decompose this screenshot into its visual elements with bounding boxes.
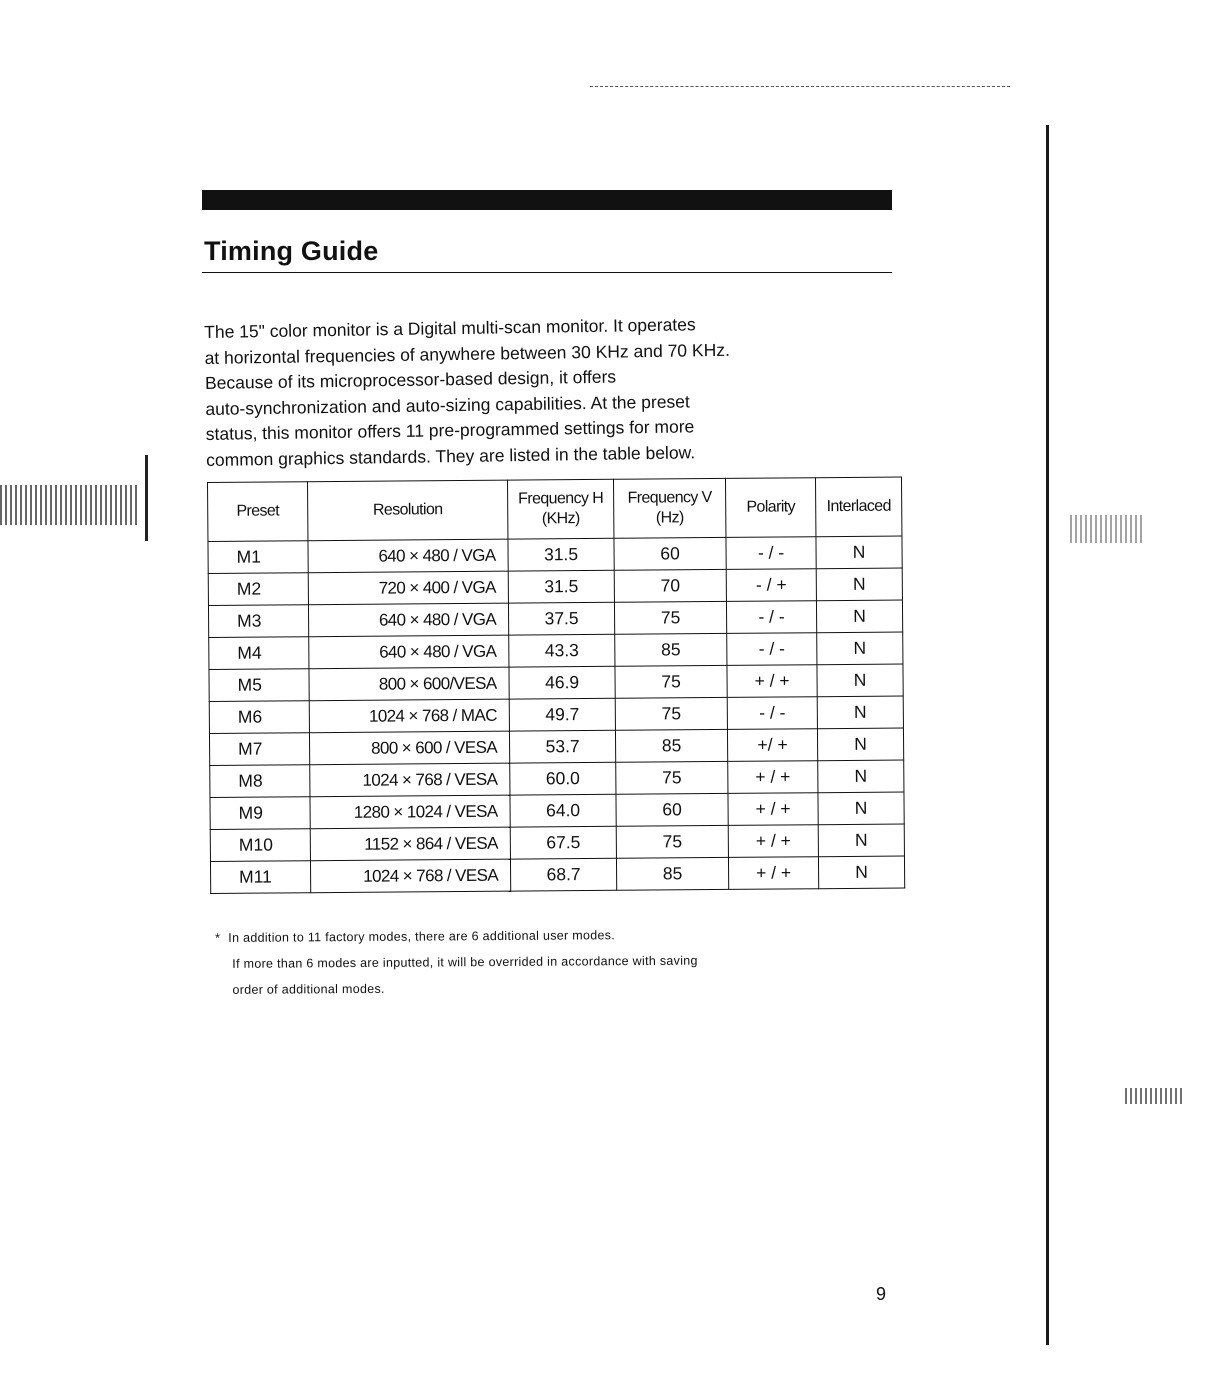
header-frequency-v-unit: (Hz) bbox=[655, 509, 684, 527]
cell-frequency-v: 85 bbox=[615, 633, 727, 666]
cell-interlaced: N bbox=[817, 632, 903, 665]
cell-polarity: - / + bbox=[726, 569, 816, 602]
cell-polarity: - / - bbox=[726, 601, 816, 634]
cell-polarity: - / - bbox=[726, 537, 816, 570]
cell-interlaced: N bbox=[817, 696, 903, 729]
cell-preset: M7 bbox=[209, 733, 309, 766]
cell-frequency-h: 64.0 bbox=[510, 794, 616, 827]
cell-resolution: 720 × 400 / VGA bbox=[308, 571, 508, 605]
page-title: Timing Guide bbox=[204, 236, 379, 266]
cell-frequency-h: 53.7 bbox=[509, 730, 615, 763]
intro-line: The 15" color monitor is a Digital multi-scan monitor. It operates bbox=[204, 314, 696, 342]
cell-interlaced: N bbox=[816, 536, 902, 569]
scan-artifact-dash bbox=[590, 86, 1010, 87]
footnote-line: order of additional modes. bbox=[232, 981, 385, 997]
intro-line: auto-synchronization and auto-sizing capabilities. At the preset bbox=[205, 390, 690, 419]
cell-preset: M5 bbox=[209, 669, 309, 702]
intro-line: status, this monitor offers 11 pre-programmed settings for more bbox=[205, 416, 695, 444]
header-resolution: Resolution bbox=[308, 480, 508, 541]
cell-frequency-h: 60.0 bbox=[510, 762, 616, 795]
cell-interlaced: N bbox=[816, 600, 902, 633]
cell-frequency-h: 31.5 bbox=[508, 538, 614, 571]
cell-frequency-v: 75 bbox=[615, 697, 727, 730]
cell-polarity: - / - bbox=[727, 697, 817, 730]
cell-resolution: 800 × 600/VESA bbox=[309, 667, 509, 701]
header-polarity: Polarity bbox=[725, 478, 815, 538]
cell-resolution: 640 × 480 / VGA bbox=[308, 539, 508, 573]
cell-frequency-v: 85 bbox=[616, 857, 728, 890]
cell-frequency-h: 31.5 bbox=[508, 570, 614, 603]
footnote-line: If more than 6 modes are inputted, it will be overrided in accordance with saving bbox=[232, 953, 698, 971]
cell-frequency-v: 75 bbox=[616, 825, 728, 858]
cell-frequency-h: 49.7 bbox=[509, 698, 615, 731]
scan-artifact-rule bbox=[1046, 125, 1049, 1345]
footnote-text: In addition to 11 factory modes, there are 6 additional user modes. bbox=[228, 928, 616, 945]
cell-frequency-v: 75 bbox=[616, 761, 728, 794]
cell-resolution: 1024 × 768 / MAC bbox=[309, 699, 509, 733]
intro-line: Because of its microprocessor-based design, it offers bbox=[204, 366, 617, 393]
cell-resolution: 1024 × 768 / VESA bbox=[310, 859, 510, 893]
cell-preset: M4 bbox=[209, 637, 309, 670]
cell-interlaced: N bbox=[818, 760, 904, 793]
scan-speckle-right bbox=[1070, 515, 1145, 543]
cell-frequency-h: 46.9 bbox=[509, 666, 615, 699]
cell-preset: M6 bbox=[209, 701, 309, 734]
cell-interlaced: N bbox=[816, 568, 902, 601]
timing-table bbox=[207, 477, 905, 894]
cell-resolution: 640 × 480 / VGA bbox=[309, 635, 509, 669]
footnote-asterisk: * bbox=[215, 930, 221, 945]
scan-speckle-left bbox=[0, 485, 140, 525]
cell-frequency-v: 70 bbox=[614, 569, 726, 602]
cell-preset: M1 bbox=[208, 541, 308, 574]
cell-frequency-h: 43.3 bbox=[509, 634, 615, 667]
cell-preset: M11 bbox=[210, 861, 310, 894]
section-header-bar bbox=[202, 190, 892, 210]
cell-frequency-v: 75 bbox=[614, 601, 726, 634]
cell-preset: M8 bbox=[210, 765, 310, 798]
header-frequency-h bbox=[507, 479, 613, 539]
cell-interlaced: N bbox=[818, 792, 904, 825]
footnote bbox=[215, 920, 866, 1003]
cell-frequency-v: 60 bbox=[616, 793, 728, 826]
header-frequency-h-unit: (KHz) bbox=[541, 510, 580, 528]
cell-frequency-v: 60 bbox=[614, 537, 726, 570]
cell-frequency-h: 68.7 bbox=[510, 858, 616, 891]
intro-paragraph bbox=[204, 310, 866, 473]
cell-polarity: - / - bbox=[727, 633, 817, 666]
scan-artifact-bar bbox=[145, 455, 148, 541]
cell-preset: M10 bbox=[210, 829, 310, 862]
cell-interlaced: N bbox=[818, 856, 904, 889]
title-divider bbox=[202, 272, 892, 273]
table-header-row bbox=[208, 477, 902, 541]
header-frequency-v-label: Frequency V bbox=[627, 489, 712, 507]
cell-resolution: 800 × 600 / VESA bbox=[309, 731, 509, 765]
cell-polarity: + / + bbox=[728, 793, 818, 826]
cell-frequency-h: 37.5 bbox=[508, 602, 614, 635]
cell-frequency-h: 67.5 bbox=[510, 826, 616, 859]
cell-interlaced: N bbox=[817, 664, 903, 697]
intro-line: at horizontal frequencies of anywhere between 30 KHz and 70 KHz. bbox=[204, 339, 731, 368]
cell-resolution: 1280 × 1024 / VESA bbox=[310, 795, 510, 829]
timing-table-wrap bbox=[207, 477, 905, 894]
intro-line: common graphics standards. They are listed in the table below. bbox=[206, 441, 696, 470]
cell-preset: M3 bbox=[208, 605, 308, 638]
header-frequency-v bbox=[613, 478, 725, 538]
cell-preset: M2 bbox=[208, 573, 308, 606]
cell-frequency-v: 85 bbox=[615, 729, 727, 762]
cell-polarity: + / + bbox=[728, 857, 818, 890]
cell-interlaced: N bbox=[818, 824, 904, 857]
cell-resolution: 1024 × 768 / VESA bbox=[310, 763, 510, 797]
table-row bbox=[210, 856, 904, 893]
cell-polarity: +/ + bbox=[727, 729, 817, 762]
cell-polarity: + / + bbox=[728, 825, 818, 858]
cell-resolution: 640 × 480 / VGA bbox=[308, 603, 508, 637]
scan-speckle-lower-right bbox=[1125, 1088, 1183, 1104]
cell-frequency-v: 75 bbox=[615, 665, 727, 698]
cell-interlaced: N bbox=[817, 728, 903, 761]
cell-polarity: + / + bbox=[728, 761, 818, 794]
page-number: 9 bbox=[876, 1284, 887, 1304]
cell-resolution: 1152 × 864 / VESA bbox=[310, 827, 510, 861]
header-interlaced: Interlaced bbox=[815, 477, 901, 537]
cell-preset: M9 bbox=[210, 797, 310, 830]
header-preset: Preset bbox=[208, 482, 308, 542]
cell-polarity: + / + bbox=[727, 665, 817, 698]
header-frequency-h-label: Frequency H bbox=[518, 489, 604, 508]
